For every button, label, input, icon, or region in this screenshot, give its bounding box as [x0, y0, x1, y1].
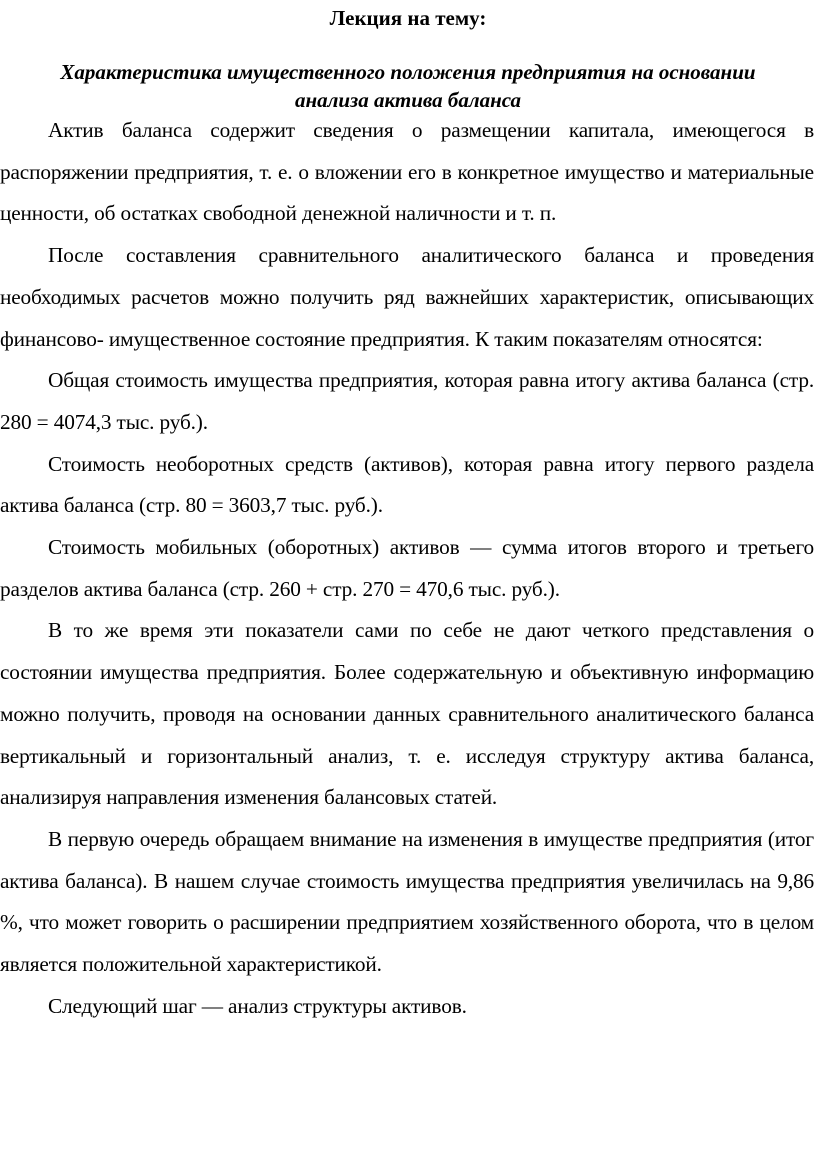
paragraph-balance-asset-definition: Актив баланса содержит сведения о размещении капитала, имеющегося в распоряжении предприятия, т. е. о вложении его в конкретное имущество и материальные ценности, об остатках свободной денежной наличности и т. п. [0, 118, 814, 226]
paragraph-non-current-assets: Стоимость необоротных средств (активов), которая равна итогу первого раздела актива баланса (стр. 80 = 3603,7 тыс. руб.). [0, 451, 814, 518]
paragraph-total-property-value: Общая стоимость имущества предприятия, которая равна итогу актива баланса (стр. 280 = 4074,3 тыс. руб.). [0, 368, 814, 434]
paragraph-current-assets: Стоимость мобильных (оборотных) активов — сумма итогов второго и третьего разделов актива баланса (стр. 260 + стр. 270 = 470,6 тыс. руб.). [0, 535, 814, 601]
paragraph-property-change: В первую очередь обращаем внимание на изменения в имуществе предприятия (итог актива баланса). В нашем случае стоимость имущества предприятия увеличилась на 9,86 %, что может говорить о расширении предприятием хозяйственного оборота, что в целом является положительной характеристикой. [0, 826, 814, 977]
lecture-title: Лекция на тему: [329, 6, 487, 30]
paragraph-next-step: Следующий шаг — анализ структуры активов. [48, 993, 467, 1018]
lecture-subtitle: Характеристика имущественного положения предприятия на основании анализа актива баланса [60, 60, 756, 112]
document-body [0, 110, 814, 1027]
paragraph-comparative-balance: После составления сравнительного аналитического баланса и проведения необходимых расчетов можно получить ряд важнейших характеристик, описывающих финансово- имущественное состояние предприятия. К таким показателям относятся: [0, 243, 814, 351]
paragraph-vertical-horizontal-analysis: В то же время эти показатели сами по себе не дают четкого представления о состоянии имущества предприятия. Более содержательную и объективную информацию можно получить, проводя на основании данных сравнительного аналитического баланса вертикальный и горизонтальный анализ, т. е. исследуя структуру актива баланса, анализируя направления изменения балансовых статей. [0, 618, 814, 810]
